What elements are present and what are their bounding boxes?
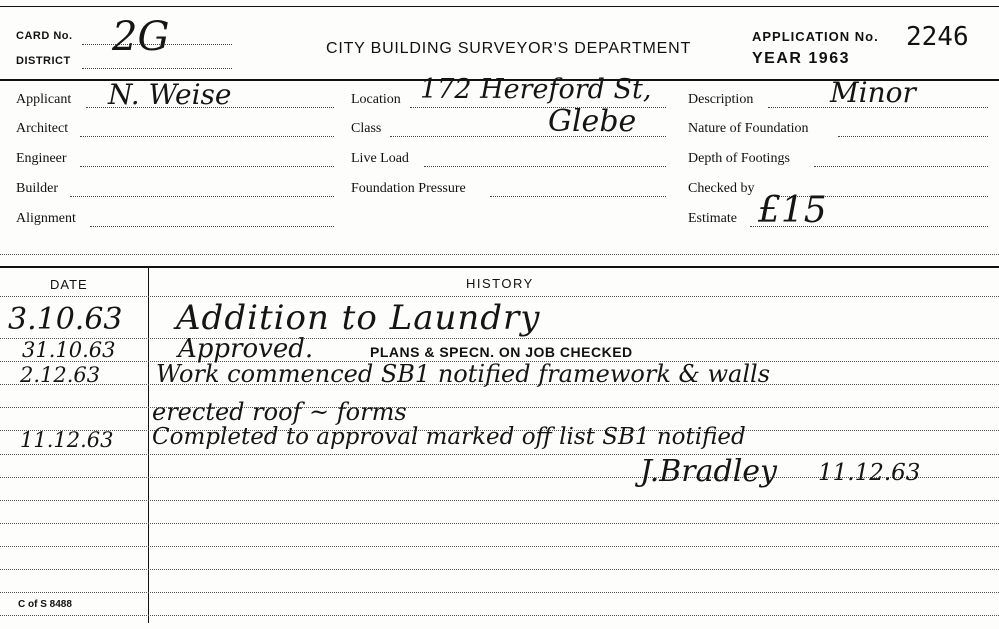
builder-line [70,196,334,197]
nature-of-foundation-line [838,136,988,137]
application-no-value: 2246 [906,22,969,52]
history-line [0,454,999,455]
description-value: Minor [830,76,916,109]
history-line [0,500,999,501]
history-line [0,592,999,593]
depth-of-footings-label: Depth of Footings [688,151,790,166]
location-label: Location [351,92,401,107]
history-date: 2.12.63 [20,363,101,387]
fields-bottom-line [0,254,999,255]
builder-label: Builder [16,181,58,196]
card-no-label: CARD No. [16,30,73,42]
engineer-label: Engineer [16,151,67,166]
form-code: C of S 8488 [18,599,72,610]
description-label: Description [688,92,754,107]
history-top-rule [0,266,999,268]
estimate-value: £15 [758,190,827,231]
history-text: Addition to Laundry [176,298,541,338]
year-label: YEAR 1963 [752,50,850,67]
history-line [0,338,999,339]
date-header: DATE [50,277,88,292]
history-header: HISTORY [466,276,534,291]
live-load-line [424,166,666,167]
card-no-value: 2G [112,14,170,60]
history-text: Completed to approval marked off list SB1 notified [152,424,746,450]
live-load-label: Live Load [351,151,409,166]
history-line [0,569,999,570]
history-line [0,615,999,616]
alignment-line [90,226,334,227]
department-title: CITY BUILDING SURVEYOR'S DEPARTMENT [326,40,692,57]
estimate-label: Estimate [688,211,737,226]
applicant-label: Applicant [16,92,72,107]
signature-date: 11.12.63 [818,460,921,486]
application-no-label: APPLICATION No. [752,29,879,44]
history-text: Work commenced SB1 notified framework & walls [156,360,771,388]
history-text: Approved. [178,334,314,364]
history-date: 31.10.63 [22,338,116,362]
class-value: Glebe [548,104,637,139]
history-date: 11.12.63 [20,428,114,452]
nature-of-foundation-label: Nature of Foundation [688,121,809,136]
checked-by-label: Checked by [688,181,755,196]
history-line [0,546,999,547]
foundation-pressure-line [490,196,666,197]
history-line [0,523,999,524]
history-line [0,407,999,408]
class-label: Class [351,121,382,136]
history-text: erected roof ~ forms [152,398,407,426]
history-date: 3.10.63 [8,302,123,337]
depth-of-footings-line [814,166,988,167]
architect-label: Architect [16,121,69,136]
foundation-pressure-label: Foundation Pressure [351,181,466,196]
top-border [0,6,999,7]
engineer-line [80,166,334,167]
signature: J.Bradley [640,454,778,489]
history-line [0,296,999,297]
district-label: DISTRICT [16,55,71,67]
district-line [82,68,232,69]
alignment-label: Alignment [16,211,76,226]
architect-line [80,136,334,137]
approval-stamp: PLANS & SPECN. ON JOB CHECKED [370,344,633,360]
location-value: 172 Hereford St, [420,74,652,105]
applicant-value: N. Weise [108,78,232,111]
